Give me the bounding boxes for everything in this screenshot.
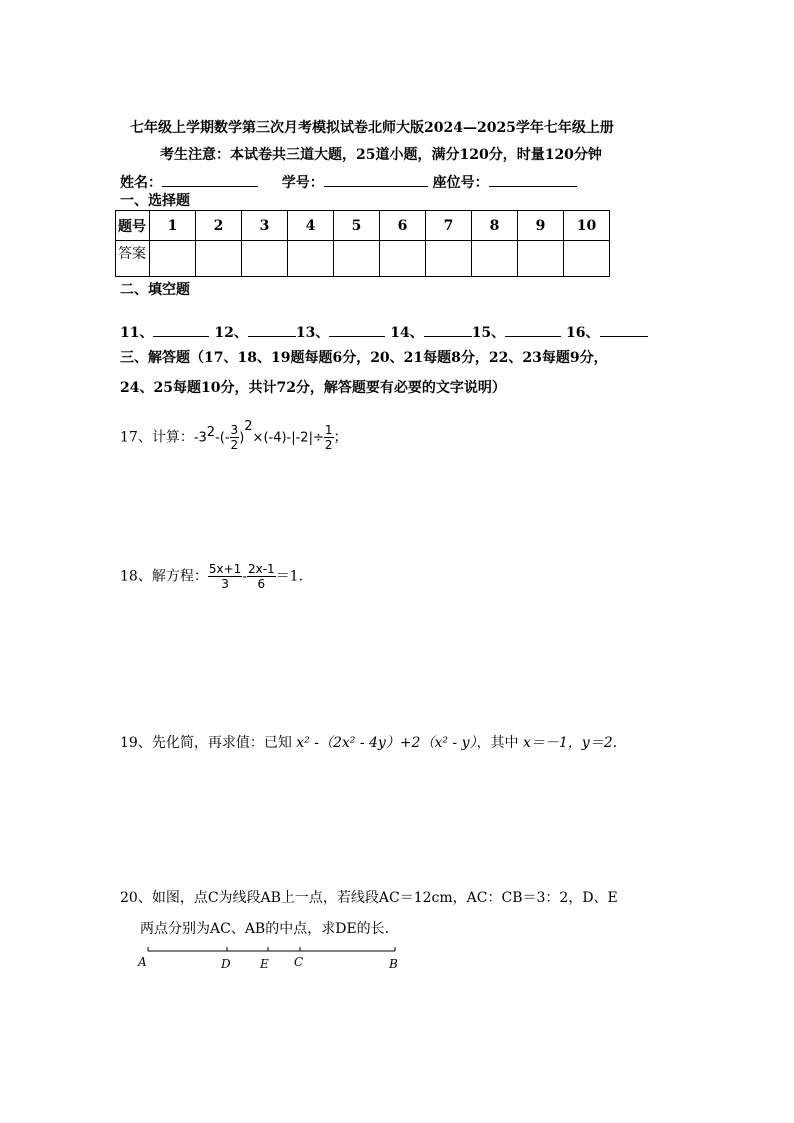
- q17-frac2-num: 1: [324, 423, 333, 437]
- blank-field[interactable]: [248, 322, 296, 337]
- section3-heading-line2: 24、25每题10分，共计72分，解答题要有必要的文字说明）: [120, 380, 506, 396]
- q17-fraction-2: [324, 423, 334, 452]
- section3-heading-line1: 三、解答题（17、18、19题每题6分，20、21每题8分，22、23每题9分，: [120, 350, 608, 366]
- q18-fraction-2: [247, 562, 276, 591]
- answer-cell[interactable]: [334, 241, 380, 277]
- q17-label: 17、计算：: [120, 429, 194, 446]
- answer-cell[interactable]: [150, 241, 196, 277]
- q17-expr-a: -3: [193, 430, 207, 446]
- student-info-row: [120, 172, 577, 192]
- q18-fraction-1: [208, 562, 242, 591]
- point-label-e: E: [260, 957, 269, 971]
- blank-label: 15、: [471, 325, 506, 341]
- id-field[interactable]: [324, 172, 428, 187]
- question-18: [120, 562, 303, 591]
- q18-f1-num: 5x+1: [208, 562, 242, 576]
- blank-field[interactable]: [153, 322, 209, 337]
- question-number-cell: 6: [380, 211, 426, 241]
- question-number-cell: 4: [288, 211, 334, 241]
- answer-row-header: 答案: [116, 241, 150, 277]
- q18-minus: -: [242, 569, 247, 585]
- q17-frac2-den: 2: [324, 438, 333, 452]
- q17-tail: ；: [333, 429, 348, 446]
- question-number-cell: 7: [426, 211, 472, 241]
- answer-cell[interactable]: [196, 241, 242, 277]
- question-19: [120, 732, 617, 752]
- q17-sup-a: 2: [206, 424, 216, 440]
- blank-label: 11、: [120, 325, 154, 341]
- name-field[interactable]: [162, 172, 258, 187]
- section1-heading: 一、选择题: [120, 193, 190, 209]
- answer-cell[interactable]: [472, 241, 518, 277]
- question-number-cell: 3: [242, 211, 288, 241]
- q19-expression: x² -（2x² - 4y）+2（x² - y）: [296, 735, 477, 751]
- section2-heading: 二、填空题: [120, 282, 190, 298]
- question-number-cell: 5: [334, 211, 380, 241]
- q17-frac-num: 3: [230, 423, 239, 437]
- fill-blank-row: [120, 322, 648, 342]
- q18-tail: ＝1.: [275, 568, 304, 585]
- page-title: 七年级上学期数学第三次月考模拟试卷北师大版2024—2025学年七年级上册: [130, 120, 614, 136]
- question-number-cell: 1: [150, 211, 196, 241]
- answer-cell[interactable]: [380, 241, 426, 277]
- answer-table: [115, 210, 610, 277]
- q18-f2-num: 2x-1: [247, 562, 275, 576]
- seat-label: 座位号：: [432, 175, 489, 191]
- point-label-b: B: [389, 957, 398, 971]
- blank-label: 13、: [295, 325, 330, 341]
- answer-cell[interactable]: [288, 241, 334, 277]
- blank-field[interactable]: [600, 322, 648, 337]
- blank-label: 16、: [566, 325, 600, 341]
- answer-cell[interactable]: [242, 241, 288, 277]
- exam-notice: 考生注意：本试卷共三道大题，25道小题，满分120分，时量120分钟: [160, 147, 602, 163]
- point-label-a: A: [138, 955, 147, 969]
- q17-fraction: [230, 423, 240, 452]
- answer-table-answer-row: [116, 241, 610, 277]
- answer-cell[interactable]: [518, 241, 564, 277]
- answer-table-number-row: [116, 211, 610, 241]
- question-number-cell: 10: [564, 211, 610, 241]
- name-label: 姓名：: [120, 175, 162, 191]
- blank-field[interactable]: [424, 322, 472, 337]
- q17-expr-c: ): [239, 430, 245, 446]
- q17-frac-den: 2: [230, 438, 239, 452]
- q19-text-a: 19、先化简，再求值：已知: [120, 735, 292, 751]
- point-label-d: D: [221, 957, 231, 971]
- number-row-header: 题号: [116, 211, 150, 241]
- id-label: 学号：: [281, 175, 324, 191]
- seat-field[interactable]: [489, 172, 577, 187]
- q17-expr-d: ×(-4)-|-2|÷: [252, 430, 324, 446]
- answer-cell[interactable]: [426, 241, 472, 277]
- q18-f2-den: 6: [257, 577, 266, 591]
- q18-f1-den: 3: [221, 577, 229, 591]
- segment-figure: [130, 940, 420, 976]
- q17-expr-b: -(-: [215, 430, 230, 446]
- point-label-c: C: [294, 955, 304, 969]
- q17-sup-c: 2: [244, 418, 253, 434]
- blank-field[interactable]: [505, 322, 561, 337]
- question-17: [120, 418, 348, 452]
- q19-text-b: ，其中: [476, 735, 519, 751]
- answer-cell[interactable]: [564, 241, 610, 277]
- blank-label: 14、: [390, 325, 424, 341]
- blank-field[interactable]: [329, 322, 385, 337]
- question-20-line2: 两点分别为AC、AB的中点，求DE的长.: [140, 921, 390, 937]
- question-number-cell: 8: [472, 211, 518, 241]
- question-20-line1: 20、如图，点C为线段AB上一点，若线段AC＝12cm，AC：CB＝3：2，D、E: [120, 890, 618, 906]
- blank-label: 12、: [214, 325, 248, 341]
- q19-condition: x＝－1，y＝2.: [522, 735, 618, 751]
- q18-label: 18、解方程：: [120, 568, 208, 585]
- question-number-cell: 2: [196, 211, 242, 241]
- question-number-cell: 9: [518, 211, 564, 241]
